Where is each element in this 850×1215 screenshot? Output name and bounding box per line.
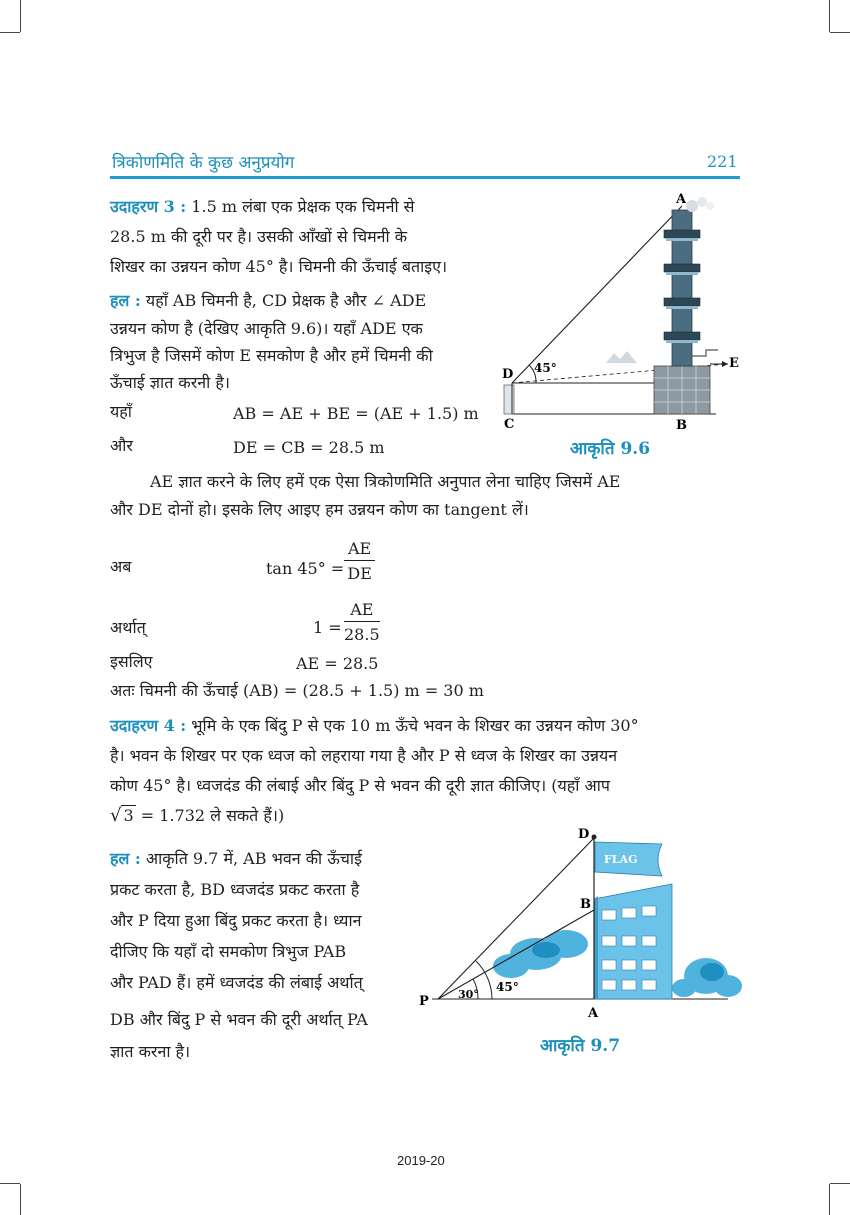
one-denominator: 28.5	[344, 625, 380, 644]
example4-line-1	[110, 716, 639, 736]
footer-year: 2019-20	[397, 1153, 445, 1168]
fig97-label-b: B	[580, 897, 591, 912]
solution3-label: हल :	[110, 291, 141, 310]
crop-mark	[20, 1184, 21, 1215]
sqrt-sign: √	[110, 805, 122, 826]
tan-denominator: DE	[347, 564, 372, 583]
figure-9-6-caption: आकृति 9.6	[570, 439, 651, 459]
row2-word: और	[110, 436, 133, 455]
one-numerator: AE	[344, 600, 380, 622]
fig97-flag-text: FLAG	[604, 853, 638, 866]
solution4-label: हल :	[110, 849, 141, 868]
fig97-label-p: P	[419, 994, 429, 1009]
isliye-word: इसलिए	[110, 652, 153, 671]
ab-word: अब	[110, 557, 132, 576]
tan-lhs: tan 45° =	[266, 559, 345, 578]
fig97-label-d: D	[578, 827, 590, 842]
row1-equation: AB = AE + BE = (AE + 1.5) m	[233, 404, 479, 423]
one-lhs: 1 =	[313, 618, 342, 637]
example4-line-3: कोण 45° है। ध्वजदंड की लंबाई और बिंदु P से भवन की दूरी ज्ञात कीजिए। (यहाँ आप	[110, 776, 610, 795]
solution4-line-7: ज्ञात करना है।	[110, 1042, 191, 1061]
solution4-line-4: दीजिए कि यहाँ दो समकोण त्रिभुज PAB	[110, 942, 347, 961]
crop-mark	[829, 0, 830, 32]
sqrt-rest: = 1.732 ले सकते हैं।)	[140, 806, 285, 825]
crop-mark	[829, 1184, 830, 1215]
solution3-line-4: ऊँचाई ज्ञात करनी है।	[110, 373, 230, 392]
paragraph-line-1: AE ज्ञात करने के लिए हमें एक ऐसा त्रिकोणमिति अनुपात लेना चाहिए जिसमें AE	[150, 472, 621, 491]
fig96-label-c: C	[504, 417, 515, 432]
solution4-line-6: DB और बिंदु P से भवन की दूरी अर्थात् PA	[110, 1010, 368, 1029]
fig97-angle30: 30°	[458, 988, 479, 1001]
figure-9-7	[416, 826, 746, 1036]
example4-label: उदाहरण 4 :	[110, 716, 187, 735]
one-fraction	[344, 600, 380, 644]
solution3-line-2: उन्नयन कोण है (देखिए आकृति 9.6)। यहाँ ADE एक	[110, 319, 423, 338]
fig96-angle-label: 45°	[534, 361, 557, 375]
solution3-text: यहाँ AB चिमनी है, CD प्रेक्षक है और ∠ ADE	[145, 291, 427, 310]
row2-equation: DE = CB = 28.5 m	[233, 438, 385, 457]
fig97-label-a: A	[588, 1006, 599, 1021]
crop-mark	[20, 0, 21, 32]
solution4-line-5: और PAD हैं। हमें ध्वजदंड की लंबाई अर्थात्	[110, 973, 363, 992]
example3-line-1	[110, 197, 415, 217]
figure-9-6	[496, 188, 746, 438]
crop-mark	[830, 1183, 850, 1184]
example4-text: भूमि के एक बिंदु P से एक 10 m ऊँचे भवन के शिखर का उन्नयन कोण 30°	[191, 716, 639, 735]
example4-line-4	[110, 806, 284, 826]
solution4-line-3: और P दिया हुआ बिंदु प्रकट करता है। ध्यान	[110, 911, 362, 930]
example4-line-2: है। भवन के शिखर पर एक ध्वज को लहराया गया है और P से ध्वज के शिखर का उन्नयन	[110, 746, 618, 765]
chapter-title: त्रिकोणमिति के कुछ अनुप्रयोग	[112, 153, 295, 173]
example3-label: उदाहरण 3 :	[110, 197, 187, 216]
solution3-line-1	[110, 291, 426, 311]
example3-text: 1.5 m लंबा एक प्रेक्षक एक चिमनी से	[191, 197, 415, 216]
crop-mark	[830, 32, 850, 33]
crop-mark	[0, 32, 20, 33]
tan-numerator: AE	[344, 539, 375, 561]
solution3-line-3: त्रिभुज है जिसमें कोण E समकोण है और हमें चिमनी की	[110, 346, 433, 365]
solution4-text: आकृति 9.7 में, AB भवन की ऊँचाई	[145, 849, 362, 868]
sqrt-radicand: 3	[123, 806, 134, 825]
example3-line-3: शिखर का उन्नयन कोण 45° है। चिमनी की ऊँचाई बताइए।	[110, 257, 448, 276]
fig96-label-d: D	[502, 367, 514, 382]
figure-9-7-caption: आकृति 9.7	[540, 1036, 621, 1056]
final-answer: अतः चिमनी की ऊँचाई (AB) = (28.5 + 1.5) m = 30 m	[110, 681, 484, 700]
arthat-word: अर्थात्	[110, 618, 146, 637]
header-rule	[110, 176, 740, 179]
isliye-equation: AE = 28.5	[296, 654, 379, 673]
fig96-label-e: E	[729, 356, 739, 371]
paragraph-line-2: और DE दोनों हो। इसके लिए आइए हम उन्नयन कोण का tangent लें।	[110, 500, 529, 519]
solution4-line-2: प्रकट करता है, BD ध्वजदंड प्रकट करता है	[110, 880, 360, 899]
row1-word: यहाँ	[110, 402, 132, 421]
example3-line-2: 28.5 m की दूरी पर है। उसकी आँखों से चिमनी के	[110, 227, 408, 246]
fig97-angle45: 45°	[496, 980, 519, 994]
solution4-line-1	[110, 849, 362, 869]
tan-fraction	[344, 539, 375, 583]
page-number: 221	[707, 152, 738, 171]
fig96-label-b: B	[676, 418, 687, 433]
crop-mark	[0, 1183, 20, 1184]
fig96-label-a: A	[676, 192, 687, 207]
